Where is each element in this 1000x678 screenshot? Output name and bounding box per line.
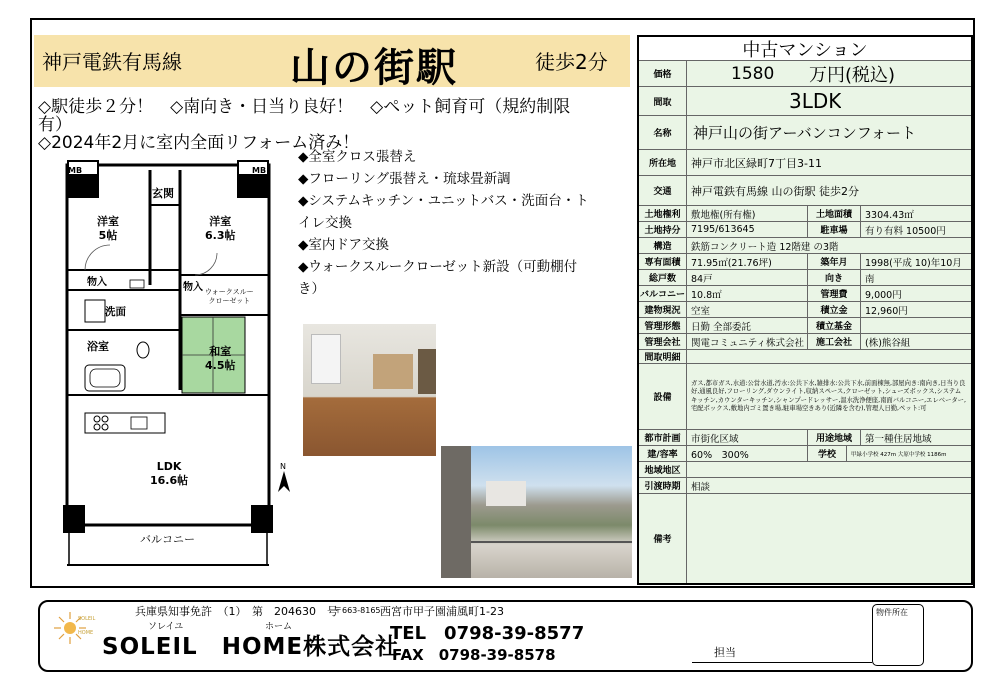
land-share-value: 7195/613645	[691, 224, 755, 235]
walkthrough-closet-line1: ウォークスルー	[205, 288, 254, 296]
room-western-2	[205, 215, 236, 243]
handover-label: 引渡時期	[639, 478, 687, 493]
spec-row-ratio	[639, 446, 971, 462]
room-western-1-name: 洋室	[97, 215, 119, 228]
japanese-room-name: 和室	[209, 345, 232, 358]
land-right-label: 土地権利	[639, 206, 687, 221]
spec-row-district	[639, 462, 971, 478]
layout-value: 3LDK	[789, 89, 842, 113]
address-value: 神戸市北区緑町7丁目3-11	[691, 156, 822, 170]
status-label: 建物現況	[639, 302, 687, 317]
spec-row-handover	[639, 478, 971, 494]
mgmt-fee-label: 管理費	[807, 286, 861, 301]
spec-row-mgmt-co	[639, 334, 971, 350]
reform-item: ◆フローリング張替え・琉球畳新調	[298, 171, 511, 187]
mgmt-co-value: 関電コミュニティ株式会社	[691, 337, 805, 349]
logo-text-1: SOLEIL	[78, 616, 96, 622]
traffic-label: 交通	[639, 176, 687, 205]
status-value: 空室	[691, 305, 711, 317]
spec-row-price	[639, 61, 971, 87]
land-area-value: 3304.43㎡	[865, 209, 914, 221]
facing-value: 南	[865, 273, 875, 285]
spec-row-status	[639, 302, 971, 318]
spec-row-address	[639, 150, 971, 176]
line-name: 神戸電鉄有馬線	[42, 50, 182, 74]
tel-number: TEL 0798-39-8577	[390, 623, 585, 644]
zip-code: 〒663-8165	[334, 606, 381, 615]
reform-item: イレ交換	[298, 215, 352, 231]
price-value: 1580	[731, 63, 775, 84]
traffic-value: 神戸電鉄有馬線 山の街駅 徒歩2分	[691, 184, 859, 198]
logo-text-2: HOME	[78, 630, 94, 636]
units-value: 84戸	[691, 273, 713, 285]
property-type: 中古マンション	[742, 39, 868, 60]
city-plan-value: 市街化区域	[691, 433, 739, 445]
parking-label: 駐車場	[807, 222, 861, 237]
company-address: 西宮市甲子園浦風町1-23	[380, 605, 504, 618]
reform-list	[298, 146, 628, 300]
ldk-room	[150, 460, 188, 488]
mgmt-form-label: 管理形態	[639, 318, 687, 333]
reform-item: ◆全室クロス張替え	[298, 149, 417, 165]
facility-label: 設備	[639, 364, 687, 429]
ratio-label: 建/容率	[639, 446, 687, 461]
spec-row-traffic	[639, 176, 971, 206]
city-plan-label: 都市計画	[639, 430, 687, 445]
reform-item: ◆ウォークスルークローゼット新設（可動棚付	[298, 259, 578, 275]
built-label: 築年月	[807, 254, 861, 269]
reform-item: ◆室内ドア交換	[298, 237, 389, 253]
land-area-label: 土地面積	[807, 206, 861, 221]
station-name: 山の街駅	[290, 45, 458, 91]
company-footer	[38, 600, 973, 672]
walkthrough-closet-line2: クローゼット	[208, 297, 251, 305]
reform-item: ◆システムキッチン・ユニットバス・洗面台・ト	[298, 193, 589, 209]
mb-label-left: MB	[68, 166, 83, 175]
zoning-label: 用途地域	[807, 430, 861, 445]
ldk-size: 16.6帖	[150, 474, 189, 487]
company-name: SOLEIL HOME株式会社	[102, 634, 400, 660]
walk-time: 徒歩2分	[535, 50, 608, 74]
school-label: 学校	[807, 446, 847, 461]
feature-line-1b: 有）	[38, 115, 72, 135]
bathroom-label: 浴室	[87, 340, 109, 353]
spec-row-area	[639, 254, 971, 270]
reserve-value: 12,960円	[865, 305, 908, 317]
room-western-2-name: 洋室	[209, 215, 232, 228]
stamp-box	[872, 604, 924, 666]
name-value: 神戸山の街アーバンコンフォート	[693, 124, 917, 142]
staff-label: 担当	[714, 646, 736, 659]
school-value: 甲緑小学校 427m 大原中学校 1186m	[851, 451, 947, 458]
fax-number: FAX 0798-39-8578	[392, 646, 556, 664]
reform-item: き）	[298, 281, 325, 297]
units-label: 総戸数	[639, 270, 687, 285]
genkan-label: 玄関	[152, 187, 174, 200]
zoning-value: 第一種住居地域	[865, 433, 932, 445]
balcony-spec-label: バルコニー	[639, 286, 687, 301]
price-unit: 万円(税込)	[809, 64, 896, 86]
spec-table	[637, 35, 973, 585]
area-value: 71.95㎡(21.76坪)	[691, 257, 772, 269]
spec-row-mgmt-form	[639, 318, 971, 334]
spec-row-land	[639, 206, 971, 222]
mgmt-co-label: 管理会社	[639, 334, 687, 349]
mgmt-form-value: 日勤 全部委託	[691, 321, 752, 333]
mb-label-right: MB	[252, 166, 267, 175]
staff-line	[692, 662, 872, 663]
ruby-home: ホーム	[265, 622, 293, 632]
room-detail-label: 間取明細	[639, 350, 687, 363]
district-label: 地域地区	[639, 462, 687, 477]
land-right-value: 敷地権(所有権)	[691, 209, 756, 221]
spec-row-type	[639, 37, 971, 61]
floor-plan	[45, 155, 285, 570]
balcony-label: バルコニー	[140, 533, 195, 546]
room-western-1-size: 5帖	[98, 229, 118, 242]
room-western-2-size: 6.3帖	[205, 229, 236, 242]
japanese-room	[205, 345, 236, 373]
name-label: 名称	[639, 116, 687, 149]
spec-row-layout	[639, 87, 971, 116]
spec-row-remarks	[639, 494, 971, 583]
spec-row-structure	[639, 238, 971, 254]
spec-row-share	[639, 222, 971, 238]
structure-label: 構造	[639, 238, 687, 253]
parking-value: 有り有料 10500円	[865, 225, 946, 237]
feature-line-2: ◇2024年2月に室内全面リフォーム済み！	[38, 133, 360, 153]
reserve-label: 積立金	[807, 302, 861, 317]
interior-photo	[303, 324, 436, 456]
feature-line-1: ◇駅徒歩２分！ ◇南向き・日当り良好！ ◇ペット飼育可（規約制限	[38, 97, 571, 117]
ldk-name: LDK	[156, 460, 182, 473]
remarks-label: 備考	[639, 494, 687, 583]
address-label: 所在地	[639, 150, 687, 175]
storage-label-2: 物入	[183, 282, 203, 293]
japanese-room-size: 4.5帖	[205, 359, 236, 372]
spec-row-city-plan	[639, 430, 971, 446]
north-label: N	[280, 462, 286, 471]
license-number: 兵庫県知事免許 （1） 第 204630 号	[135, 605, 338, 618]
ratio-value: 60% 300%	[691, 449, 749, 461]
area-label: 専有面積	[639, 254, 687, 269]
handover-value: 相談	[691, 481, 711, 493]
sun-logo-icon	[50, 608, 96, 652]
spec-row-name	[639, 116, 971, 150]
room-western-1	[97, 215, 119, 243]
storage-label-1: 物入	[87, 277, 107, 288]
floor-plan-drawing	[45, 155, 285, 570]
builder-label: 施工会社	[807, 334, 861, 349]
stamp-label: 物件所在	[876, 608, 908, 617]
price-label: 価格	[639, 61, 687, 86]
spec-row-units	[639, 270, 971, 286]
walkthrough-closet	[205, 288, 254, 306]
balcony-spec-value: 10.8㎡	[691, 289, 722, 301]
structure-value: 鉄筋コンクリート造 12階建 の3階	[691, 241, 839, 253]
reserve-fund-label: 積立基金	[807, 318, 861, 333]
builder-value: (株)熊谷組	[865, 337, 911, 349]
north-compass	[273, 462, 295, 500]
spec-row-room-detail	[639, 350, 971, 364]
mgmt-fee-value: 9,000円	[865, 289, 902, 301]
spec-row-facility	[639, 364, 971, 430]
ruby-soleil: ソレイユ	[148, 622, 184, 632]
facility-value: ガス,都市ガス,水道:公営水道,汚水:公共下水,雑排水:公共下水,前面棟無,部屋向き:南向き,日当り良好,通風良好,フローリング,ダウンライト,収納スペース,クローゼット,シューズボックス,システムキッチン,カウンターキッチン,シャンプードレッサー,温水洗浄便座,南面バルコニー,エレベーター,宅配ボックス,敷地内ゴミ置き場,駐車場空きあり(近隣を含む),管理人日勤,ペット:可	[691, 379, 966, 412]
land-share-label: 土地持分	[639, 222, 687, 237]
spec-row-balcony	[639, 286, 971, 302]
layout-label: 間取	[639, 87, 687, 115]
compass-icon	[273, 468, 295, 496]
washroom-label: 洗面	[105, 306, 126, 318]
view-photo	[441, 446, 632, 578]
built-value: 1998(平成 10)年10月	[865, 257, 962, 269]
facing-label: 向き	[807, 270, 861, 285]
